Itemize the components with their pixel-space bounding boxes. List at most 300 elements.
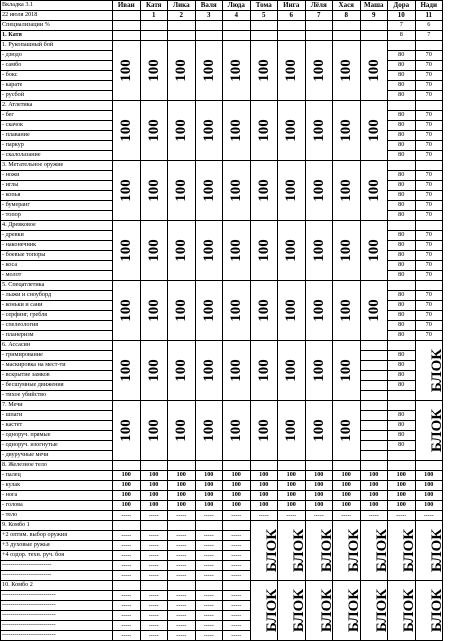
score-cell: 100	[250, 341, 278, 401]
nadi-value: 70	[415, 321, 443, 331]
item-label: - бег	[1, 111, 113, 121]
item-label: - планеризм	[1, 331, 113, 341]
section-title: 6. Ассасин	[1, 341, 113, 351]
nadi-value: 70	[415, 121, 443, 131]
score-cell: 100	[360, 281, 388, 341]
dash-cell: -----	[140, 531, 168, 541]
block-cell: БЛОК	[360, 521, 388, 581]
score-cell: 100	[305, 161, 333, 221]
empty-cell	[415, 101, 443, 111]
score-cell: 100	[333, 281, 361, 341]
nadi-value: 70	[415, 271, 443, 281]
item-label: ------------------------	[1, 571, 113, 581]
score-cell: 100	[195, 401, 223, 461]
column-number: 9	[360, 11, 388, 21]
section-title: 1. Рукопашный бой	[1, 41, 113, 51]
dash-cell: -----	[195, 541, 223, 551]
dash-cell: -----	[113, 551, 141, 561]
score-cell: 100	[305, 481, 333, 491]
block-cell: БЛОК	[250, 521, 278, 581]
score-cell: -----	[278, 511, 306, 521]
empty-cell	[140, 521, 168, 531]
block-cell: БЛОК	[415, 581, 443, 641]
dora-value: 80	[388, 61, 416, 71]
dora-value: 80	[388, 441, 416, 451]
item-label: +2 оптим. выбор оружия	[1, 531, 113, 541]
nadi-value: 70	[415, 71, 443, 81]
score-cell: 100	[360, 481, 388, 491]
dora-value: 80	[388, 251, 416, 261]
sheet-title: Вкладка 3.1	[1, 1, 113, 11]
empty-cell	[388, 161, 416, 171]
column-number: 3	[195, 11, 223, 21]
score-cell: -----	[195, 511, 223, 521]
nadi-value: 70	[415, 251, 443, 261]
block-cell: БЛОК	[278, 521, 306, 581]
empty-cell	[250, 21, 278, 31]
dora-value	[388, 451, 416, 461]
score-cell: 100	[113, 491, 141, 501]
score-cell: 100	[113, 281, 141, 341]
score-cell: 100	[195, 481, 223, 491]
item-label: - коньки и сани	[1, 301, 113, 311]
item-label: - двуручные мечи	[1, 451, 113, 461]
score-cell: 100	[113, 161, 141, 221]
empty-cell	[333, 461, 361, 471]
item-label: - нога	[1, 491, 113, 501]
score-cell: 100	[168, 491, 196, 501]
dash-cell: -----	[195, 631, 223, 641]
nadi-value: 70	[415, 141, 443, 151]
column-number-empty	[113, 11, 141, 21]
score-cell: 100	[113, 101, 141, 161]
score-cell: -----	[250, 511, 278, 521]
block-cell: БЛОК	[415, 341, 443, 401]
score-cell: 100	[388, 481, 416, 491]
score-cell: 100	[360, 491, 388, 501]
item-label: - топор	[1, 211, 113, 221]
empty-cell	[223, 521, 251, 531]
score-cell: 100	[278, 341, 306, 401]
score-cell: 100	[305, 491, 333, 501]
dash-cell: -----	[168, 561, 196, 571]
dora-value: 80	[388, 201, 416, 211]
score-cell: 100	[278, 471, 306, 481]
empty-cell	[195, 31, 223, 41]
empty-cell	[140, 581, 168, 591]
dash-cell: -----	[195, 561, 223, 571]
score-cell: 100	[195, 341, 223, 401]
empty-cell	[250, 461, 278, 471]
item-label: - тихое убийство	[1, 391, 113, 401]
score-cell: -----	[305, 511, 333, 521]
item-label: - иглы	[1, 181, 113, 191]
score-cell: 100	[168, 161, 196, 221]
dash-cell: -----	[195, 551, 223, 561]
score-cell: 100	[168, 41, 196, 101]
dora-value: 80	[388, 111, 416, 121]
dash-cell: -----	[140, 621, 168, 631]
column-header-name: Катя	[140, 1, 168, 11]
dora-value: 80	[388, 411, 416, 421]
score-cell: 100	[195, 101, 223, 161]
empty-cell	[388, 41, 416, 51]
score-cell: 100	[223, 101, 251, 161]
dora-value: 80	[388, 291, 416, 301]
dora-value: 80	[388, 131, 416, 141]
item-label: ------------------------	[1, 561, 113, 571]
score-cell: 100	[360, 101, 388, 161]
score-cell: -----	[113, 511, 141, 521]
empty-cell	[305, 31, 333, 41]
dora-value: 80	[388, 241, 416, 251]
empty-cell	[195, 521, 223, 531]
score-cell: -----	[415, 511, 443, 521]
dora-value: 80	[388, 271, 416, 281]
item-label: --------------------------	[1, 621, 113, 631]
section-item-row	[1, 501, 443, 511]
empty-cell	[360, 31, 388, 41]
score-cell: 100	[250, 101, 278, 161]
score-cell: 100	[415, 481, 443, 491]
nadi-value: 70	[415, 291, 443, 301]
dash-cell: -----	[140, 611, 168, 621]
score-cell: 100	[305, 221, 333, 281]
dash-cell: -----	[113, 621, 141, 631]
score-cell: 100	[278, 501, 306, 511]
item-label: +3 духовые ружья	[1, 541, 113, 551]
score-cell: 100	[305, 471, 333, 481]
nadi-value: 70	[415, 111, 443, 121]
dash-cell: -----	[168, 631, 196, 641]
score-cell: 100	[168, 501, 196, 511]
score-cell: 100	[278, 221, 306, 281]
nadi-value: 70	[415, 301, 443, 311]
block-cell: БЛОК	[415, 401, 443, 461]
item-label: - наконечник	[1, 241, 113, 251]
block-cell: БЛОК	[333, 581, 361, 641]
empty-cell	[360, 461, 388, 471]
item-label: - молот	[1, 271, 113, 281]
score-cell: 100	[305, 341, 333, 401]
score-cell: 100	[223, 481, 251, 491]
score-cell: 100	[333, 41, 361, 101]
empty-cell	[223, 581, 251, 591]
section-title: 2. Атлетика	[1, 101, 113, 111]
score-cell: 100	[333, 491, 361, 501]
empty-cell	[415, 161, 443, 171]
empty-cell	[333, 21, 361, 31]
score-cell: 100	[415, 491, 443, 501]
item-label: - кулак	[1, 481, 113, 491]
score-cell: 100	[168, 471, 196, 481]
nadi-value: 70	[415, 91, 443, 101]
dash-cell: -----	[140, 541, 168, 551]
nadi-value: 70	[415, 231, 443, 241]
empty-cell	[360, 391, 388, 401]
spec-value: 6	[415, 21, 443, 31]
score-cell: 100	[388, 501, 416, 511]
score-cell: 100	[360, 471, 388, 481]
dora-value: 80	[388, 211, 416, 221]
dora-value: 80	[388, 81, 416, 91]
empty-cell	[360, 411, 388, 421]
dash-cell: -----	[223, 541, 251, 551]
nadi-value: 70	[415, 331, 443, 341]
item-label: - шпаги	[1, 411, 113, 421]
score-cell: 100	[195, 501, 223, 511]
dora-value: 80	[388, 141, 416, 151]
item-label: - дзюдо	[1, 51, 113, 61]
section-header-row	[1, 101, 443, 111]
section-header-row	[1, 161, 443, 171]
section-header-row	[1, 461, 443, 471]
owner-row	[1, 31, 443, 41]
score-cell: 100	[223, 501, 251, 511]
empty-cell	[278, 31, 306, 41]
dash-cell: -----	[168, 541, 196, 551]
dora-value: 80	[388, 121, 416, 131]
score-cell: 100	[113, 41, 141, 101]
dash-cell: -----	[195, 531, 223, 541]
item-label: - маскировка на мест-ти	[1, 361, 113, 371]
block-cell: БЛОК	[305, 521, 333, 581]
column-number: 1	[140, 11, 168, 21]
column-number: 11	[415, 11, 443, 21]
dash-cell: -----	[223, 561, 251, 571]
item-label: - палец	[1, 471, 113, 481]
empty-cell	[195, 21, 223, 31]
item-label: - бесшумные движения	[1, 381, 113, 391]
item-label: - самбо	[1, 61, 113, 71]
score-cell: 100	[278, 491, 306, 501]
score-cell: 100	[305, 401, 333, 461]
score-cell: 100	[195, 41, 223, 101]
score-cell: 100	[333, 501, 361, 511]
item-label: - древки	[1, 231, 113, 241]
dash-cell: -----	[195, 611, 223, 621]
empty-cell	[388, 341, 416, 351]
score-cell: 100	[278, 161, 306, 221]
empty-cell	[305, 461, 333, 471]
dora-value: 80	[388, 421, 416, 431]
score-cell: 100	[195, 161, 223, 221]
empty-cell	[113, 461, 141, 471]
item-label: - голова	[1, 501, 113, 511]
score-cell: 100	[223, 221, 251, 281]
score-cell: 100	[140, 161, 168, 221]
empty-cell	[140, 21, 168, 31]
score-cell: 100	[168, 221, 196, 281]
score-cell: 100	[140, 471, 168, 481]
item-label: +4 оздор. техн. руч. боя	[1, 551, 113, 561]
dash-cell: -----	[223, 531, 251, 541]
section-item-row	[1, 511, 443, 521]
column-number: 2	[168, 11, 196, 21]
dash-cell: -----	[113, 531, 141, 541]
section-header-row	[1, 281, 443, 291]
item-label: - серфинг, гребля	[1, 311, 113, 321]
score-cell: 100	[360, 221, 388, 281]
block-cell: БЛОК	[250, 581, 278, 641]
nadi-value: 70	[415, 241, 443, 251]
empty-cell	[113, 581, 141, 591]
dash-cell: -----	[113, 631, 141, 641]
empty-cell	[140, 461, 168, 471]
empty-cell	[415, 281, 443, 291]
dora-value: 80	[388, 371, 416, 381]
empty-cell	[168, 581, 196, 591]
score-cell: 100	[250, 281, 278, 341]
score-cell: 100	[168, 281, 196, 341]
specialization-row	[1, 21, 443, 31]
score-cell: 100	[195, 471, 223, 481]
column-header-name: Люда	[223, 1, 251, 11]
section-header-row	[1, 521, 443, 531]
nadi-value: 70	[415, 171, 443, 181]
dash-cell: -----	[223, 601, 251, 611]
nadi-value: 70	[415, 191, 443, 201]
score-cell: 100	[113, 471, 141, 481]
column-header-name: Тома	[250, 1, 278, 11]
owner-value: 7	[415, 31, 443, 41]
dora-value: 80	[388, 191, 416, 201]
dash-cell: -----	[113, 591, 141, 601]
block-cell: БЛОК	[388, 581, 416, 641]
nadi-value: 70	[415, 261, 443, 271]
score-cell: 100	[250, 41, 278, 101]
section-title: 5. Спецатлетика	[1, 281, 113, 291]
score-cell: 100	[250, 491, 278, 501]
dash-cell: -----	[195, 601, 223, 611]
score-cell: 100	[360, 161, 388, 221]
score-cell: 100	[140, 501, 168, 511]
dora-value: 80	[388, 361, 416, 371]
score-cell: 100	[250, 161, 278, 221]
score-cell: 100	[223, 41, 251, 101]
item-label: - карате	[1, 81, 113, 91]
dash-cell: -----	[195, 621, 223, 631]
empty-cell	[168, 31, 196, 41]
score-cell: 100	[415, 501, 443, 511]
dash-cell: -----	[140, 561, 168, 571]
item-label: - гримирование	[1, 351, 113, 361]
column-number: 6	[278, 11, 306, 21]
dora-value: 80	[388, 331, 416, 341]
dash-cell: -----	[168, 531, 196, 541]
score-cell: 100	[333, 471, 361, 481]
dash-cell: -----	[223, 621, 251, 631]
column-number: 10	[388, 11, 416, 21]
dora-value: 80	[388, 261, 416, 271]
score-cell: -----	[140, 511, 168, 521]
empty-cell	[223, 461, 251, 471]
score-cell: 100	[113, 401, 141, 461]
item-label: --------------------------	[1, 631, 113, 641]
score-cell: 100	[113, 221, 141, 281]
block-cell: БЛОК	[305, 581, 333, 641]
item-label: - плавание	[1, 131, 113, 141]
dash-cell: -----	[113, 611, 141, 621]
score-cell: 100	[113, 501, 141, 511]
spec-value: 7	[388, 21, 416, 31]
owner-value: 8	[388, 31, 416, 41]
score-cell: 100	[140, 281, 168, 341]
empty-cell	[360, 371, 388, 381]
dora-value: 80	[388, 431, 416, 441]
score-cell: 100	[168, 401, 196, 461]
dash-cell: -----	[223, 551, 251, 561]
owner-label: 1. Катя	[1, 31, 113, 41]
score-cell: 100	[140, 101, 168, 161]
score-cell: 100	[333, 101, 361, 161]
empty-cell	[278, 461, 306, 471]
score-cell: 100	[223, 341, 251, 401]
column-number: 4	[223, 11, 251, 21]
dash-cell: -----	[140, 591, 168, 601]
header-numbers-row	[1, 11, 443, 21]
item-label: - скалолазание	[1, 151, 113, 161]
score-cell: 100	[223, 161, 251, 221]
empty-cell	[360, 401, 388, 411]
item-label: - паркур	[1, 141, 113, 151]
item-label: --------------------------	[1, 611, 113, 621]
score-cell: 100	[305, 101, 333, 161]
item-label: - спелеология	[1, 321, 113, 331]
dora-value: 80	[388, 321, 416, 331]
dash-cell: -----	[113, 541, 141, 551]
score-cell: 100	[168, 341, 196, 401]
dash-cell: -----	[168, 611, 196, 621]
score-cell: -----	[223, 511, 251, 521]
section-title: 8. Железное тело	[1, 461, 113, 471]
column-header-name: Нади	[415, 1, 443, 11]
score-cell: -----	[360, 511, 388, 521]
empty-cell	[223, 31, 251, 41]
score-cell: 100	[333, 341, 361, 401]
dash-cell: -----	[168, 601, 196, 611]
item-label: - кастет	[1, 421, 113, 431]
empty-cell	[195, 581, 223, 591]
item-label: - боевые топоры	[1, 251, 113, 261]
column-header-name: Дора	[388, 1, 416, 11]
empty-cell	[360, 421, 388, 431]
score-cell: 100	[415, 471, 443, 481]
score-cell: 100	[360, 41, 388, 101]
item-label: --------------------------	[1, 591, 113, 601]
dora-value: 80	[388, 351, 416, 361]
empty-cell	[415, 221, 443, 231]
column-header-name: Иван	[113, 1, 141, 11]
block-cell: БЛОК	[388, 521, 416, 581]
section-header-row	[1, 221, 443, 231]
item-label: - коса	[1, 261, 113, 271]
score-cell: 100	[333, 401, 361, 461]
dash-cell: -----	[113, 561, 141, 571]
score-cell: 100	[140, 401, 168, 461]
score-cell: 100	[223, 471, 251, 481]
section-header-row	[1, 401, 443, 411]
score-cell: 100	[388, 491, 416, 501]
score-cell: 100	[168, 101, 196, 161]
dora-value: 80	[388, 301, 416, 311]
empty-cell	[388, 101, 416, 111]
empty-cell	[113, 521, 141, 531]
section-title: 4. Древковое	[1, 221, 113, 231]
score-cell: 100	[223, 401, 251, 461]
section-item-row	[1, 471, 443, 481]
section-header-row	[1, 41, 443, 51]
